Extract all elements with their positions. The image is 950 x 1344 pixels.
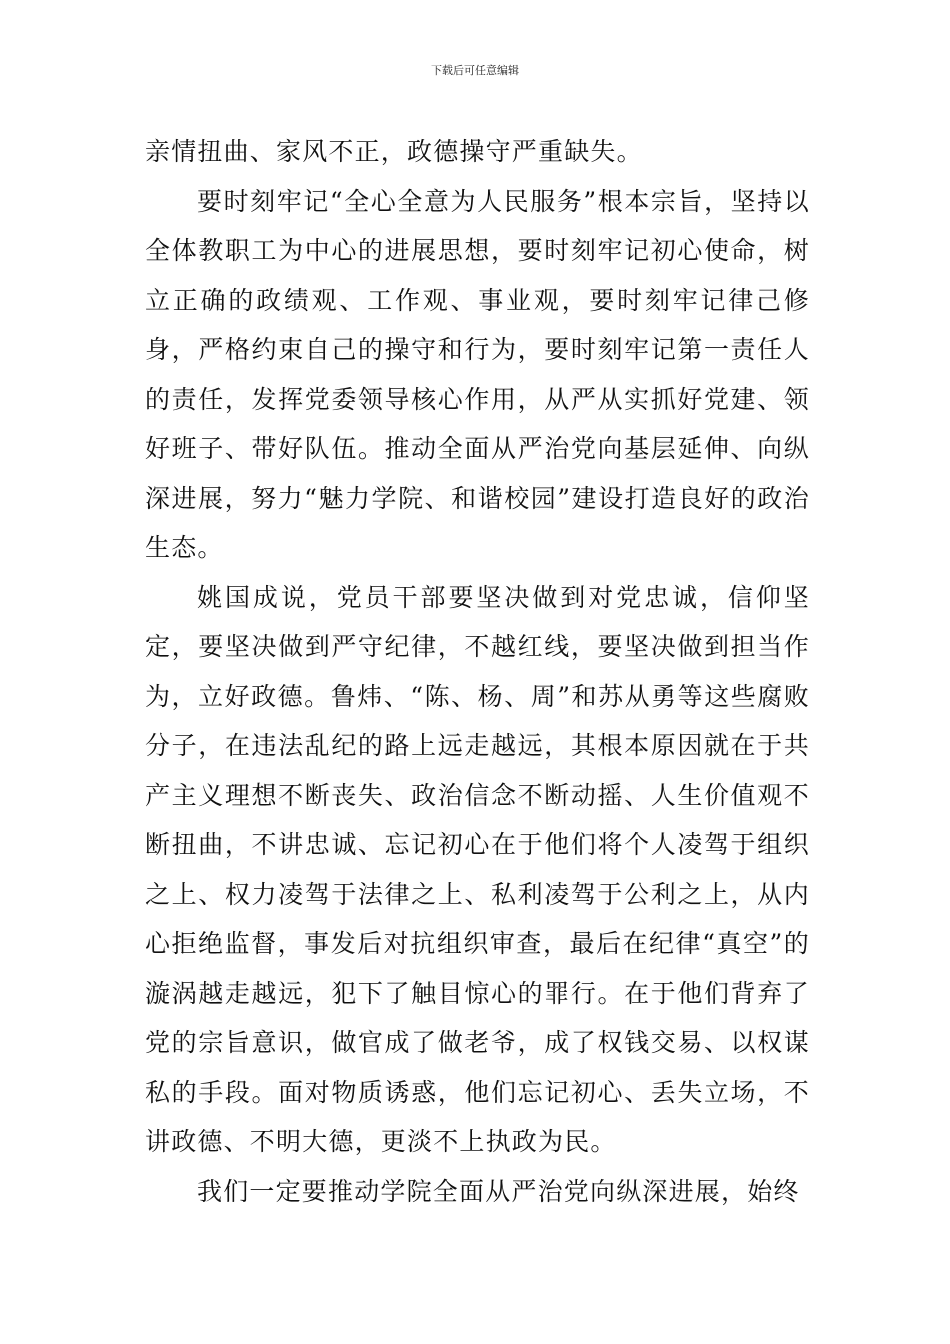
paragraph-2: 要时刻牢记“全心全意为人民服务”根本宗旨，坚持以全体教职工为中心的进展思想，要时刻牢记初心使命，树立正确的政绩观、工作观、事业观，要时刻牢记律己修身，严格约束自己的操守和行为，要时刻牢记第一责任人的责任，发挥党委领导核心作用，从严从实抓好党建、领好班子、带好队伍。推动全面从严治党向基层延伸、向纵深进展，努力“魅力学院、和谐校园”建设打造良好的政治生态。 (145, 186, 810, 562)
paragraph-4: 我们一定要推动学院全面从严治党向纵深进展，始终 (197, 1176, 800, 1206)
paragraph-1: 亲情扭曲、家风不正，政德操守严重缺失。 (145, 137, 643, 166)
page-header: 下载后可任意编辑 (431, 64, 519, 77)
document-body (145, 127, 810, 1216)
paragraph-3: 姚国成说，党员干部要坚决做到对党忠诚，信仰坚定，要坚决做到严守纪律，不越红线，要坚决做到担当作为，立好政德。鲁炜、“陈、杨、周”和苏从勇等这些腐败分子，在违法乱纪的路上远走越远，其根本原因就在于共产主义理想不断丧失、政治信念不断动摇、人生价值观不断扭曲，不讲忠诚、忘记初心在于他们将个人凌驾于组织之上、权力凌驾于法律之上、私利凌驾于公利之上，从内心拒绝监督，事发后对抗组织审查，最后在纪律“真空”的漩涡越走越远，犯下了触目惊心的罪行。在于他们背弃了党的宗旨意识，做官成了做老爷，成了权钱交易、以权谋私的手段。面对物质诱惑，他们忘记初心、丢失立场，不讲政德、不明大德，更淡不上执政为民。 (145, 582, 810, 1156)
